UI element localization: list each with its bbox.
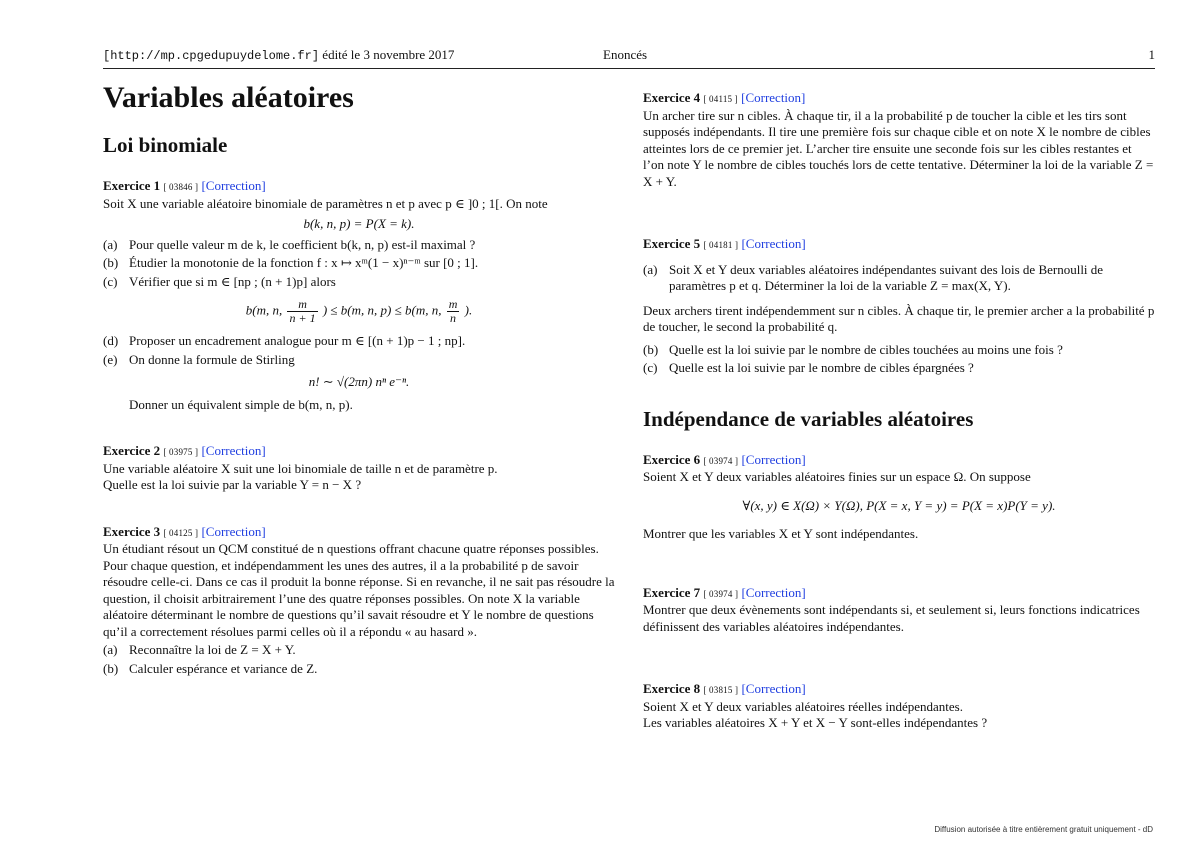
item-text: Étudier la monotonie de la fonction f : x ↦ xᵐ(1 − x)ⁿ⁻ᵐ sur [0 ; 1]. — [129, 255, 479, 271]
exercise-7-title: Exercice 7 — [643, 584, 701, 600]
exercise-6-id: [ 03974 ] — [703, 455, 739, 466]
exercise-5-mid-text: Deux archers tirent indépendemment sur n cibles. À chaque tir, le premier archer a la probabilité p de toucher, le second la probabilité q. — [643, 302, 1155, 334]
exercise-7-text: Montrer que deux évènements sont indépendants si, et seulement si, leurs fonctions indicatrices définissent des variables aléatoires indépendantes. — [643, 602, 1140, 634]
exercise-1-item-c — [103, 274, 615, 291]
exercise-8 — [643, 681, 1155, 732]
exercise-1-intro: Soit X une variable aléatoire binomiale de paramètres n et p avec p ∈ ]0 ; 1[. On note — [103, 195, 548, 211]
item-text: Reconnaître la loi de Z = X + Y. — [129, 642, 296, 658]
exercise-1-item-e — [103, 352, 615, 369]
exercise-5-id: [ 04181 ] — [703, 240, 739, 250]
header-url[interactable]: [http://mp.cpgedupuydelome.fr] — [103, 49, 320, 63]
header-left — [103, 47, 454, 63]
exercise-3-text: Un étudiant résout un QCM constitué de n questions offrant chacune quatre réponses possibles. Pour chaque question, et indépendamment les unes des autres, il a la probabilité p de savoir résoudre celle-ci. Dans ce cas il produit la bonne réponse. Si en revanche, il ne sait pas résoudre la question, il choisit arbitrairement l’une des quatre réponses possibles. On note X la variable aléatoire déterminant le nombre de questions qu’il savait résoudre et Y le nombre de questions qu’il a correctement résolues parmi celles où il a répondu « au hasard ». — [103, 541, 615, 639]
exercise-6-end: Montrer que les variables X et Y sont indépendantes. — [643, 526, 919, 542]
exercise-5 — [643, 236, 1155, 377]
exercise-1-title: Exercice 1 — [103, 178, 161, 194]
item-label: (c) — [103, 273, 118, 289]
page-number: 1 — [1148, 47, 1155, 62]
exercise-4 — [643, 90, 1155, 190]
fraction-2-num: m — [448, 297, 458, 312]
stirling-formula: n! ∼ √(2πn) nⁿ e⁻ⁿ. — [308, 374, 410, 390]
item-text: Vérifier que si m ∈ [np ; (n + 1)p] alors — [129, 273, 336, 289]
item-label: (a) — [103, 236, 118, 252]
exercise-6-equation: ∀(x, y) ∈ X(Ω) × Y(Ω), P(X = x, Y = y) = P(X = x)P(Y = y). — [742, 497, 1056, 513]
header-rule — [103, 68, 1155, 69]
item-label: (d) — [103, 333, 119, 349]
section-binomial: Loi binomiale — [103, 133, 228, 157]
exercise-8-id: [ 03815 ] — [703, 685, 739, 696]
exercise-8-title: Exercice 8 — [643, 681, 701, 697]
item-label: (b) — [103, 660, 119, 676]
exercise-3 — [103, 524, 615, 678]
fraction-1-num: m — [287, 298, 317, 312]
exercise-2-text-1: Une variable aléatoire X suit une loi binomiale de taille n et de paramètre p. — [103, 460, 498, 476]
header-center: Enoncés — [603, 47, 648, 62]
page-footer: Diffusion autorisée à titre entièrement gratuit uniquement - dD — [934, 825, 1153, 834]
ineq-left: b(m, n, — [245, 302, 283, 318]
exercise-3-title: Exercice 3 — [103, 523, 161, 539]
exercise-8-correction-link[interactable]: [Correction] — [741, 681, 806, 697]
item-text: Calculer espérance et variance de Z. — [129, 660, 318, 676]
left-column — [103, 80, 615, 679]
item-label: (e) — [103, 351, 118, 367]
exercise-2-correction-link[interactable]: [Correction] — [201, 443, 266, 459]
item-text: Quelle est la loi suivie par le nombre de cibles touchées au moins une fois ? — [669, 341, 1063, 357]
fraction-1 — [287, 298, 317, 325]
item-text: Quelle est la loi suivie par le nombre de cibles épargnées ? — [669, 360, 974, 375]
section-independence: Indépendance de variables aléatoires — [643, 406, 974, 431]
exercise-1-item-a — [103, 237, 615, 254]
exercise-7 — [643, 585, 1155, 636]
item-label: (a) — [643, 261, 658, 277]
exercise-3-correction-link[interactable]: [Correction] — [201, 523, 266, 539]
exercise-6-correction-link[interactable]: [Correction] — [741, 451, 806, 467]
exercise-5-item-c — [643, 360, 1155, 377]
exercise-4-id: [ 04115 ] — [703, 94, 738, 104]
exercise-4-correction-link[interactable]: [Correction] — [741, 90, 806, 105]
exercise-8-text-1: Soient X et Y deux variables aléatoires réelles indépendantes. — [643, 698, 963, 714]
exercise-1-item-b — [103, 255, 615, 272]
item-label: (c) — [643, 360, 658, 375]
item-label: (b) — [643, 341, 659, 357]
document-title: Variables aléatoires — [103, 81, 354, 114]
exercise-4-title: Exercice 4 — [643, 90, 701, 105]
ineq-end: ). — [464, 302, 473, 318]
fraction-2 — [447, 298, 460, 325]
exercise-6 — [643, 452, 1155, 543]
exercise-1-final: Donner un équivalent simple de b(m, n, p). — [129, 396, 353, 412]
fraction-2-den: n — [450, 311, 457, 326]
ineq-mid: ) ≤ b(m, n, p) ≤ b(m, n, — [322, 302, 442, 318]
exercise-5-correction-link[interactable]: [Correction] — [741, 236, 806, 251]
item-text: On donne la formule de Stirling — [129, 351, 295, 367]
right-column — [643, 90, 1155, 732]
exercise-1-item-d — [103, 333, 615, 350]
exercise-2-text-2: Quelle est la loi suivie par la variable Y = n − X ? — [103, 477, 362, 493]
exercise-2 — [103, 443, 615, 494]
exercise-4-text: Un archer tire sur n cibles. À chaque tir, il a la probabilité p de toucher la cible et les tirs sont supposés indépendants. Il tire une première fois sur chaque cible et on note X le nombre de cibles atteintes lors de ce premier jet. L’archer tire ensuite une seconde fois sur les cibles restantes et l’on note Y le nombre de cibles touchés lors de cette tentative. Déterminer la loi de la variable Z = X + Y. — [643, 107, 1154, 189]
exercise-6-title: Exercice 6 — [643, 451, 701, 467]
exercise-1-equation: b(k, n, p) = P(X = k). — [303, 216, 415, 232]
exercise-5-title: Exercice 5 — [643, 236, 701, 251]
exercise-5-item-b — [643, 342, 1155, 359]
exercise-5-item-a — [643, 262, 1155, 295]
exercise-1-correction-link[interactable]: [Correction] — [201, 178, 266, 194]
exercise-2-title: Exercice 2 — [103, 443, 161, 459]
exercise-7-id: [ 03974 ] — [703, 588, 739, 599]
exercise-1-id: [ 03846 ] — [163, 182, 199, 193]
header-edited: édité le 3 novembre 2017 — [322, 47, 455, 62]
exercise-2-id: [ 03975 ] — [163, 447, 199, 458]
exercise-3-item-a — [103, 642, 615, 659]
page-header — [103, 47, 1155, 67]
exercise-1-inequality — [103, 298, 615, 325]
exercise-7-correction-link[interactable]: [Correction] — [741, 584, 806, 600]
fraction-1-den: n + 1 — [289, 311, 316, 326]
exercise-6-text: Soient X et Y deux variables aléatoires finies sur un espace Ω. On suppose — [643, 469, 1031, 485]
exercise-3-item-b — [103, 661, 615, 678]
item-label: (a) — [103, 642, 118, 658]
exercise-3-id: [ 04125 ] — [163, 527, 199, 538]
exercise-8-text-2: Les variables aléatoires X + Y et X − Y sont-elles indépendantes ? — [643, 715, 988, 731]
item-label: (b) — [103, 255, 119, 271]
item-text: Proposer un encadrement analogue pour m ∈ [(n + 1)p − 1 ; np]. — [129, 333, 466, 349]
item-text: Soit X et Y deux variables aléatoires indépendantes suivant des lois de Bernoulli de paramètres p et q. Déterminer la loi de la variable Z = max(X, Y). — [669, 261, 1104, 293]
exercise-1 — [103, 178, 615, 413]
item-text: Pour quelle valeur m de k, le coefficient b(k, n, p) est-il maximal ? — [129, 236, 476, 252]
